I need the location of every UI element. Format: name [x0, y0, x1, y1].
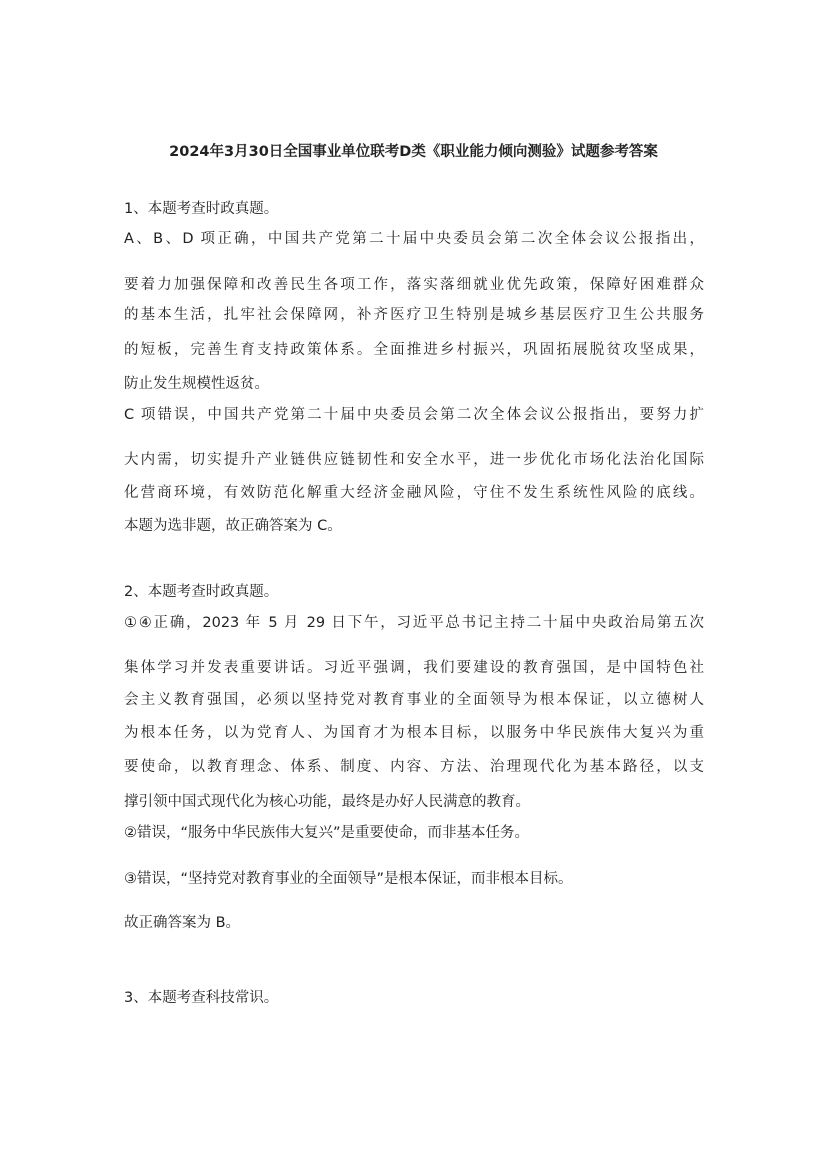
q2-heading: 2、本题考查时政真题。	[124, 584, 279, 600]
q1-p1-line: 的基本生活，扎牢社会保障网，补齐医疗卫生特别是城乡基层医疗卫生公共服务	[124, 307, 704, 323]
q2-p1-line: 撑引领中国式现代化为核心功能，最终是办好人民满意的教育。	[124, 794, 530, 810]
q1-p2-line: 大内需，切实提升产业链供应链韧性和安全水平，进一步优化市场化法治化国际	[124, 452, 704, 468]
q2-p1-line: 会主义教育强国，必须以坚持党对教育事业的全面领导为根本保证，以立德树人	[124, 692, 704, 708]
q3-heading: 3、本题考查科技常识。	[124, 990, 279, 1006]
q2-p1-line: ①④正确，2023 年 5 月 29 日下午，习近平总书记主持二十届中央政治局第五次	[124, 615, 704, 631]
q1-p1-line: 的短板，完善生育支持政策体系。全面推进乡村振兴，巩固拓展脱贫攻坚成果，	[124, 342, 704, 358]
q2-p2: ②错误，“服务中华民族伟大复兴”是重要使命，而非基本任务。	[124, 825, 530, 841]
q1-p1-line: 要着力加强保障和改善民生各项工作，落实落细就业优先政策，保障好困难群众	[124, 277, 704, 293]
q2-p1-line: 为根本任务，以为党育人、为国育才为根本目标，以服务中华民族伟大复兴为重	[124, 725, 704, 741]
q2-p1-line: 要使命，以教育理念、体系、制度、内容、方法、治理现代化为基本路径，以支	[124, 759, 704, 775]
q1-p1-line: 防止发生规模性返贫。	[124, 376, 269, 392]
q2-p1-line: 集体学习并发表重要讲话。习近平强调，我们要建设的教育强国，是中国特色社	[124, 660, 704, 676]
q2-p3: ③错误，“坚持党对教育事业的全面领导”是根本保证，而非根本目标。	[124, 871, 573, 887]
q1-p2-line: 本题为选非题，故正确答案为 C。	[124, 518, 342, 534]
q1-p2-line: 化营商环境，有效防范化解重大经济金融风险，守住不发生系统性风险的底线。	[124, 485, 704, 501]
q1-heading: 1、本题考查时政真题。	[124, 201, 279, 217]
document-title: 2024年3月30日全国事业单位联考D类《职业能力倾向测验》试题参考答案	[169, 144, 658, 160]
q2-answer: 故正确答案为 B。	[124, 915, 241, 931]
q1-p1-line: A、B、D 项正确，中国共产党第二十届中央委员会第二次全体会议公报指出，	[124, 231, 704, 247]
q1-p2-line: C 项错误，中国共产党第二十届中央委员会第二次全体会议公报指出，要努力扩	[124, 407, 704, 423]
